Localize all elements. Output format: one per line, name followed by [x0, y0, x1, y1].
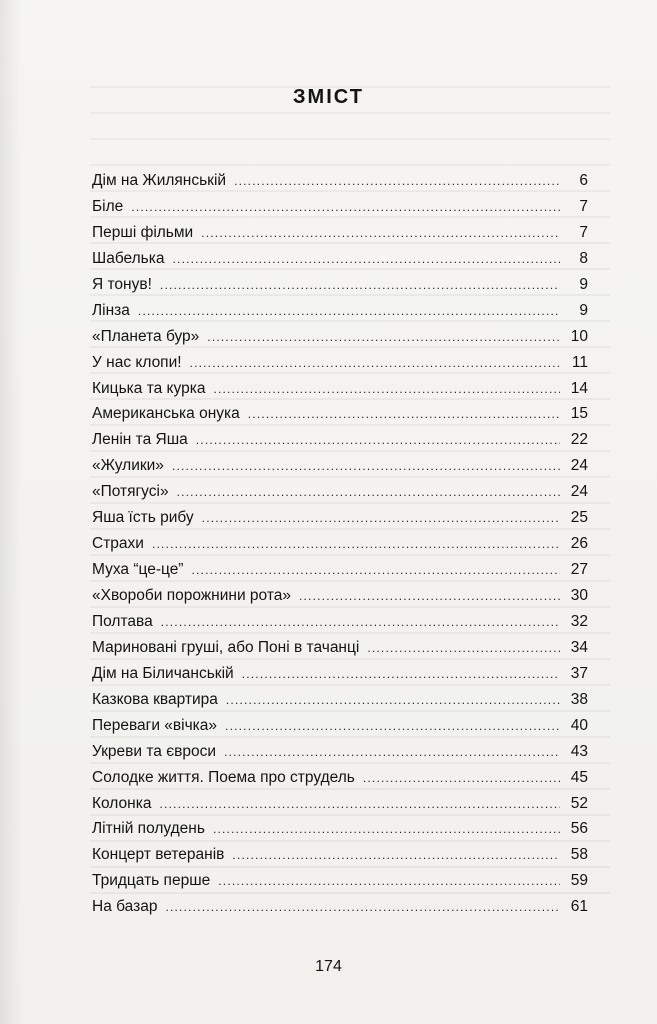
- toc-dot-leader: [218, 869, 560, 895]
- toc-entry: [92, 557, 588, 583]
- toc-entry-page: 7: [579, 223, 588, 241]
- toc-entry-title: Шабелька: [92, 249, 165, 267]
- toc-entry-title: Мариновані груші, або Поні в тачанці: [92, 638, 360, 656]
- toc-entry-title: Ленін та Яша: [92, 431, 188, 449]
- toc-entry: [92, 791, 588, 817]
- toc-entry-page: 32: [570, 612, 588, 630]
- toc-dot-leader: [299, 584, 560, 610]
- toc-entry-title: Муха “це-це”: [92, 561, 184, 579]
- toc-entry-page: 9: [579, 301, 588, 319]
- toc-dot-leader: [191, 558, 560, 584]
- toc-dot-leader: [225, 714, 560, 740]
- toc-dot-leader: [202, 506, 560, 532]
- toc-entry: [92, 739, 588, 765]
- toc-entry-page: 6: [579, 172, 588, 189]
- toc-entry: [92, 427, 588, 453]
- toc-entry-page: 7: [579, 197, 588, 215]
- toc-entry: [92, 661, 588, 687]
- toc-entry: [92, 220, 588, 246]
- toc-dot-leader: [172, 454, 560, 480]
- toc-entry-title: Страхи: [92, 535, 144, 553]
- toc-entry-page: 37: [570, 664, 588, 682]
- toc-entry-page: 61: [570, 898, 588, 916]
- toc-dot-leader: [213, 817, 560, 843]
- toc-dot-leader: [160, 273, 560, 299]
- toc-entry-title: «Жулики»: [92, 457, 164, 475]
- toc-dot-leader: [207, 325, 560, 351]
- toc-entry: [92, 816, 588, 842]
- toc-dot-leader: [234, 169, 560, 195]
- toc-dot-leader: [190, 351, 560, 377]
- toc-entry-page: 11: [571, 353, 588, 371]
- toc-entry-title: У нас клопи!: [92, 353, 182, 371]
- toc-entry-page: 25: [570, 509, 588, 527]
- toc-dot-leader: [367, 636, 560, 662]
- toc-entry-page: 14: [570, 379, 588, 397]
- toc-entry-title: Літній полудень: [92, 820, 205, 838]
- toc-dot-leader: [165, 895, 560, 921]
- toc-dot-leader: [248, 402, 560, 428]
- toc-entry: [92, 765, 588, 791]
- toc-entry-title: Перші фільми: [92, 223, 194, 241]
- toc-dot-leader: [213, 377, 560, 403]
- toc-entry-title: Казкова квартира: [92, 690, 218, 708]
- toc-dot-leader: [159, 792, 560, 818]
- toc-entry: [92, 505, 588, 531]
- toc-entry: [92, 453, 588, 479]
- toc-entry-title: Лінза: [92, 301, 130, 319]
- toc-entry-title: Солодке життя. Поема про струдель: [92, 768, 355, 786]
- toc-entry: [92, 194, 588, 220]
- toc-entry-page: 38: [570, 690, 588, 708]
- toc-entry: [92, 401, 588, 427]
- toc-entry: [92, 350, 588, 376]
- toc-entry-page: 59: [570, 872, 588, 890]
- toc-entry-title: Дім на Жилянській: [92, 172, 227, 189]
- toc-entry-title: Біле: [92, 197, 124, 215]
- toc-dot-leader: [173, 247, 561, 273]
- toc-dot-leader: [224, 740, 560, 766]
- toc-entry-title: Концерт ветеранів: [92, 846, 225, 864]
- toc-dot-leader: [242, 662, 560, 688]
- toc-entry-title: Укреви та євроси: [92, 742, 217, 760]
- toc-entry-title: Переваги «вічка»: [92, 716, 218, 734]
- toc-entry-page: 22: [570, 431, 588, 449]
- page-number: 174: [315, 958, 342, 975]
- toc-entry-title: Яша їсть рибу: [92, 509, 194, 527]
- toc-entry-title: Кицька та курка: [92, 379, 206, 397]
- toc-entry-title: Дім на Біличанській: [92, 664, 234, 682]
- toc-entry: [92, 894, 588, 920]
- toc-entry: [92, 531, 588, 557]
- toc-entry: [92, 687, 588, 713]
- toc-entry-page: 8: [579, 249, 588, 267]
- toc-entry: [92, 168, 588, 194]
- toc-entry-page: 56: [570, 820, 588, 838]
- toc-entry-page: 27: [570, 561, 588, 579]
- toc-entry: [92, 272, 588, 298]
- toc-entry-page: 24: [570, 483, 588, 501]
- toc-dot-leader: [201, 221, 560, 247]
- toc-entry: [92, 324, 588, 350]
- toc-entry-page: 43: [570, 742, 588, 760]
- toc-entry-title: Американська онука: [92, 405, 240, 423]
- toc-entry: [92, 298, 588, 324]
- toc-entry-title: «Потягусі»: [92, 483, 169, 501]
- toc-entry-title: Колонка: [92, 794, 152, 812]
- toc-entry-page: 9: [579, 275, 588, 293]
- toc-entry: [92, 609, 588, 635]
- toc-entry-title: Я тонув!: [92, 275, 152, 293]
- toc-entry-page: 34: [570, 638, 588, 656]
- toc-dot-leader: [363, 766, 560, 792]
- toc-entry-page: 52: [570, 794, 588, 812]
- toc-entry-title: «Хвороби порожнини рота»: [92, 587, 291, 604]
- toc-entry: [92, 868, 588, 894]
- toc-entry-page: 24: [570, 457, 588, 475]
- toc-entry: [92, 713, 588, 739]
- toc-entry: [92, 479, 588, 505]
- toc-dot-leader: [131, 195, 560, 221]
- toc-entry: [92, 635, 588, 661]
- toc-entry-page: 40: [570, 716, 588, 734]
- toc-entry-page: 15: [570, 405, 588, 423]
- toc-dot-leader: [232, 843, 560, 869]
- toc-dot-leader: [196, 428, 560, 454]
- page-title: ЗМІСТ: [293, 86, 364, 108]
- toc-dot-leader: [152, 532, 560, 558]
- toc-entry: [92, 376, 588, 402]
- toc-entry-title: На базар: [92, 898, 158, 916]
- toc-dot-leader: [226, 688, 560, 714]
- toc-entry: [92, 583, 588, 609]
- table-of-contents: [92, 168, 588, 920]
- toc-entry-page: 30: [570, 587, 588, 604]
- toc-entry-title: «Планета бур»: [92, 327, 200, 345]
- toc-entry-page: 26: [570, 535, 588, 553]
- toc-entry-page: 45: [570, 768, 588, 786]
- toc-entry-title: Тридцать перше: [92, 872, 211, 890]
- toc-entry: [92, 842, 588, 868]
- toc-dot-leader: [177, 480, 560, 506]
- toc-entry-page: 10: [570, 327, 588, 345]
- toc-entry: [92, 246, 588, 272]
- toc-dot-leader: [161, 610, 560, 636]
- toc-entry-title: Полтава: [92, 612, 153, 630]
- toc-entry-page: 58: [570, 846, 588, 864]
- toc-dot-leader: [138, 299, 560, 325]
